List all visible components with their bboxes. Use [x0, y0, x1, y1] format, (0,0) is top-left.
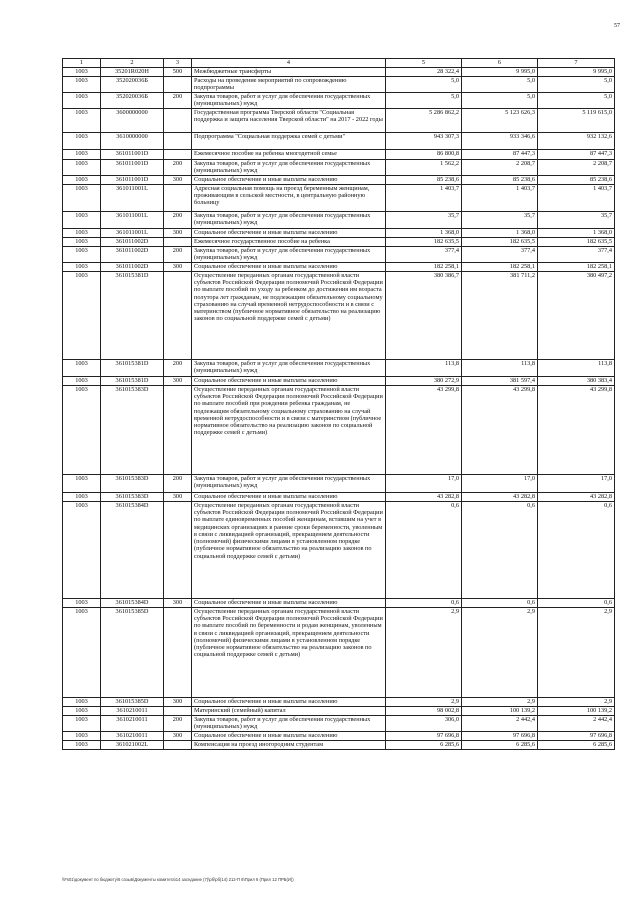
amount-2022-cell: 2 442,4: [538, 716, 615, 732]
amount-2021-cell: 2,9: [462, 608, 538, 698]
target-article-cell: 361011001L: [101, 185, 164, 212]
target-article-cell: 352020036Б: [101, 93, 164, 109]
description-cell: Социальное обеспечение и иные выплаты населению: [192, 599, 386, 608]
description-cell: Осуществление переданных органам государственной власти субъектов Российской Федерации полномочий Российской Федерации по выплате единовременных пособий женщинам, вставшим на учет в медицинских организациях в ранние сроки беременности, уволенным в связи с ликвидацией организаций, прекращением деятельности (полномочий) физическими лицами в установленном порядке (публичное нормативное обязательство на реализацию законов по социальной поддержке семей с детьми): [192, 502, 386, 599]
description-cell: Ежемесячное пособие на ребенка многодетной семье: [192, 150, 386, 160]
section-code-cell: 1003: [63, 176, 101, 185]
expense-type-cell: 300: [164, 732, 192, 741]
target-article-cell: 3610210011: [101, 732, 164, 741]
amount-2022-cell: 1 403,7: [538, 185, 615, 212]
amount-2021-cell: 97 696,8: [462, 732, 538, 741]
amount-2020-cell: 1 368,0: [386, 229, 462, 238]
table-row: [63, 247, 615, 263]
expense-type-cell: 300: [164, 377, 192, 386]
description-cell: Социальное обеспечение и иные выплаты населению: [192, 377, 386, 386]
table-row: [63, 77, 615, 93]
amount-2021-cell: 113,8: [462, 360, 538, 377]
table-row: [63, 707, 615, 716]
table-row: [63, 150, 615, 160]
target-article-cell: 361011001L: [101, 229, 164, 238]
description-cell: Социальное обеспечение и иные выплаты населению: [192, 176, 386, 185]
amount-2021-cell: 87 447,3: [462, 150, 538, 160]
amount-2020-cell: 182 258,1: [386, 263, 462, 272]
amount-2022-cell: 5,0: [538, 93, 615, 109]
description-cell: Осуществление переданных органам государственной власти субъектов Российской Федерации полномочий Российской Федерации по выплате пособий по беременности и родам женщинам, уволенным в связи с ликвидацией организаций, прекращением деятельности (полномочий) физическими лицами в установленном порядке (публичное нормативное обязательство на реализацию законов по социальной поддержке семей с детьми): [192, 608, 386, 698]
description-cell: Компенсация на проезд иногородним студентам: [192, 741, 386, 750]
header-cell: 1: [63, 59, 101, 68]
amount-2021-cell: 43 299,8: [462, 386, 538, 475]
budget-table: [62, 58, 615, 750]
amount-2021-cell: 182 635,5: [462, 238, 538, 247]
amount-2021-cell: 35,7: [462, 212, 538, 229]
amount-2021-cell: 2 208,7: [462, 160, 538, 176]
section-code-cell: 1003: [63, 716, 101, 732]
target-article-cell: 352020036Б: [101, 77, 164, 93]
amount-2022-cell: 182 635,5: [538, 238, 615, 247]
description-cell: Закупка товаров, работ и услуг для обеспечения государственных (муниципальных) нужд: [192, 212, 386, 229]
target-article-cell: 361015381D: [101, 272, 164, 360]
amount-2020-cell: 306,0: [386, 716, 462, 732]
section-code-cell: 1003: [63, 68, 101, 77]
section-code-cell: 1003: [63, 741, 101, 750]
amount-2020-cell: 97 696,8: [386, 732, 462, 741]
section-code-cell: 1003: [63, 212, 101, 229]
expense-type-cell: [164, 502, 192, 599]
table-row: [63, 475, 615, 493]
amount-2020-cell: 943 307,3: [386, 133, 462, 150]
amount-2020-cell: 2,9: [386, 608, 462, 698]
expense-type-cell: 300: [164, 176, 192, 185]
amount-2021-cell: 43 282,8: [462, 493, 538, 502]
expense-type-cell: [164, 238, 192, 247]
expense-type-cell: [164, 150, 192, 160]
expense-type-cell: 300: [164, 229, 192, 238]
amount-2021-cell: 0,6: [462, 502, 538, 599]
header-cell: 3: [164, 59, 192, 68]
amount-2022-cell: 2,9: [538, 608, 615, 698]
amount-2020-cell: 0,6: [386, 599, 462, 608]
expense-type-cell: 300: [164, 599, 192, 608]
description-cell: Закупка товаров, работ и услуг для обеспечения государственных (муниципальных) нужд: [192, 160, 386, 176]
amount-2022-cell: 85 238,6: [538, 176, 615, 185]
expense-type-cell: 200: [164, 360, 192, 377]
amount-2022-cell: 182 258,1: [538, 263, 615, 272]
target-article-cell: 361015385D: [101, 608, 164, 698]
amount-2021-cell: 933 346,6: [462, 133, 538, 150]
amount-2022-cell: 35,7: [538, 212, 615, 229]
expense-type-cell: 200: [164, 475, 192, 493]
expense-type-cell: 200: [164, 160, 192, 176]
description-cell: Государственная программа Тверской области "Социальная поддержка и защита населения Тверской области" на 2017 - 2022 годы: [192, 109, 386, 133]
table-row: [63, 176, 615, 185]
target-article-cell: 3610000000: [101, 133, 164, 150]
amount-2020-cell: 1 562,2: [386, 160, 462, 176]
target-article-cell: 361015384D: [101, 599, 164, 608]
description-cell: Расходы на проведение мероприятий по сопровождению подпрограммы: [192, 77, 386, 93]
header-cell: 4: [192, 59, 386, 68]
section-code-cell: 1003: [63, 150, 101, 160]
amount-2022-cell: 17,0: [538, 475, 615, 493]
table-row: [63, 229, 615, 238]
section-code-cell: 1003: [63, 698, 101, 707]
target-article-cell: 361015381D: [101, 360, 164, 377]
table-row: [63, 741, 615, 750]
section-code-cell: 1003: [63, 502, 101, 599]
amount-2022-cell: 5,0: [538, 77, 615, 93]
amount-2022-cell: 380 383,4: [538, 377, 615, 386]
section-code-cell: 1003: [63, 160, 101, 176]
table-row: [63, 272, 615, 360]
target-article-cell: 361015383D: [101, 493, 164, 502]
target-article-cell: 3610210011: [101, 716, 164, 732]
section-code-cell: 1003: [63, 377, 101, 386]
expense-type-cell: [164, 109, 192, 133]
expense-type-cell: [164, 741, 192, 750]
expense-type-cell: 500: [164, 68, 192, 77]
target-article-cell: 361015381D: [101, 377, 164, 386]
expense-type-cell: 200: [164, 716, 192, 732]
expense-type-cell: 200: [164, 212, 192, 229]
expense-type-cell: 300: [164, 493, 192, 502]
description-cell: Закупка товаров, работ и услуг для обеспечения государственных (муниципальных) нужд: [192, 93, 386, 109]
amount-2020-cell: 5,0: [386, 77, 462, 93]
amount-2020-cell: 35,7: [386, 212, 462, 229]
description-cell: Закупка товаров, работ и услуг для обеспечения государственных (муниципальных) нужд: [192, 360, 386, 377]
section-code-cell: 1003: [63, 599, 101, 608]
expense-type-cell: [164, 77, 192, 93]
page-number: 57: [614, 23, 620, 29]
amount-2022-cell: 97 696,8: [538, 732, 615, 741]
expense-type-cell: 300: [164, 263, 192, 272]
target-article-cell: 361011002D: [101, 247, 164, 263]
section-code-cell: 1003: [63, 608, 101, 698]
expense-type-cell: [164, 185, 192, 212]
amount-2021-cell: 2 442,4: [462, 716, 538, 732]
section-code-cell: 1003: [63, 272, 101, 360]
amount-2022-cell: 2,9: [538, 698, 615, 707]
amount-2020-cell: 1 403,7: [386, 185, 462, 212]
description-cell: Подпрограмма "Социальная поддержка семей с детьми": [192, 133, 386, 150]
section-code-cell: 1003: [63, 133, 101, 150]
table-row: [63, 599, 615, 608]
description-cell: Закупка товаров, работ и услуг для обеспечения государственных (муниципальных) нужд: [192, 716, 386, 732]
amount-2020-cell: 0,6: [386, 502, 462, 599]
section-code-cell: 1003: [63, 109, 101, 133]
amount-2022-cell: 377,4: [538, 247, 615, 263]
description-cell: Социальное обеспечение и иные выплаты населению: [192, 493, 386, 502]
table-row: [63, 360, 615, 377]
description-cell: Ежемесячное государственное пособие на ребенка: [192, 238, 386, 247]
table-row: [63, 698, 615, 707]
amount-2021-cell: 377,4: [462, 247, 538, 263]
amount-2020-cell: 6 285,6: [386, 741, 462, 750]
section-code-cell: 1003: [63, 238, 101, 247]
section-code-cell: 1003: [63, 493, 101, 502]
amount-2021-cell: 9 995,0: [462, 68, 538, 77]
amount-2021-cell: 85 238,6: [462, 176, 538, 185]
header-cell: 6: [462, 59, 538, 68]
amount-2022-cell: 1 368,0: [538, 229, 615, 238]
table-row: [63, 133, 615, 150]
target-article-cell: 3610210011: [101, 707, 164, 716]
amount-2021-cell: 0,6: [462, 599, 538, 608]
description-cell: Социальное обеспечение и иные выплаты населению: [192, 698, 386, 707]
section-code-cell: 1003: [63, 386, 101, 475]
description-cell: Социальное обеспечение и иные выплаты населению: [192, 229, 386, 238]
target-article-cell: 361015385D: [101, 698, 164, 707]
header-cell: 2: [101, 59, 164, 68]
table-row: [63, 160, 615, 176]
table-row: [63, 608, 615, 698]
amount-2020-cell: 85 238,6: [386, 176, 462, 185]
section-code-cell: 1003: [63, 247, 101, 263]
amount-2022-cell: 87 447,3: [538, 150, 615, 160]
expense-type-cell: [164, 272, 192, 360]
amount-2022-cell: 0,6: [538, 502, 615, 599]
amount-2022-cell: 9 995,0: [538, 68, 615, 77]
target-article-cell: 361011001D: [101, 176, 164, 185]
section-code-cell: 1003: [63, 185, 101, 212]
amount-2021-cell: 6 285,6: [462, 741, 538, 750]
target-article-cell: 361011001L: [101, 212, 164, 229]
amount-2020-cell: 43 299,8: [386, 386, 462, 475]
amount-2020-cell: 43 282,8: [386, 493, 462, 502]
amount-2022-cell: 6 285,6: [538, 741, 615, 750]
target-article-cell: 361021002L: [101, 741, 164, 750]
section-code-cell: 1003: [63, 77, 101, 93]
file-path-footer: \\Fs01\документ по бюджету\6 созыв\Документы комитета\14 заседание (7)\рб\рб(14) 212-П 6\Прил 6 (Прил 12 ПРБ(И)): [62, 877, 294, 882]
target-article-cell: 361015383D: [101, 475, 164, 493]
table-row: [63, 502, 615, 599]
description-cell: Адресная социальная помощь на проезд беременным женщинам, проживающим в сельской местности, в центральную районную больницу: [192, 185, 386, 212]
table-row: [63, 732, 615, 741]
table-row: [63, 109, 615, 133]
table-row: [63, 238, 615, 247]
amount-2021-cell: 2,9: [462, 698, 538, 707]
target-article-cell: 35201R020H: [101, 68, 164, 77]
amount-2021-cell: 5,0: [462, 93, 538, 109]
amount-2020-cell: 380 386,7: [386, 272, 462, 360]
amount-2021-cell: 182 258,1: [462, 263, 538, 272]
table-row: [63, 68, 615, 77]
amount-2020-cell: 5 286 862,2: [386, 109, 462, 133]
amount-2020-cell: 98 002,8: [386, 707, 462, 716]
amount-2022-cell: 2 208,7: [538, 160, 615, 176]
table-row: [63, 386, 615, 475]
table-row: [63, 716, 615, 732]
expense-type-cell: [164, 386, 192, 475]
table-row: [63, 377, 615, 386]
amount-2020-cell: 2,9: [386, 698, 462, 707]
target-article-cell: 361011002D: [101, 263, 164, 272]
table-row: [63, 493, 615, 502]
amount-2020-cell: 380 272,9: [386, 377, 462, 386]
header-cell: 7: [538, 59, 615, 68]
amount-2021-cell: 100 139,2: [462, 707, 538, 716]
description-cell: Социальное обеспечение и иные выплаты населению: [192, 732, 386, 741]
section-code-cell: 1003: [63, 229, 101, 238]
amount-2020-cell: 5,0: [386, 93, 462, 109]
description-cell: Закупка товаров, работ и услуг для обеспечения государственных (муниципальных) нужд: [192, 247, 386, 263]
amount-2022-cell: 43 299,8: [538, 386, 615, 475]
description-cell: Материнский (семейный) капитал: [192, 707, 386, 716]
expense-type-cell: [164, 133, 192, 150]
amount-2021-cell: 5,0: [462, 77, 538, 93]
expense-type-cell: [164, 707, 192, 716]
amount-2022-cell: 100 139,2: [538, 707, 615, 716]
amount-2021-cell: 1 368,0: [462, 229, 538, 238]
amount-2020-cell: 377,4: [386, 247, 462, 263]
target-article-cell: 361015383D: [101, 386, 164, 475]
amount-2022-cell: 5 119 615,0: [538, 109, 615, 133]
amount-2022-cell: 0,6: [538, 599, 615, 608]
table-row: [63, 263, 615, 272]
table-row: [63, 93, 615, 109]
amount-2022-cell: 380 497,2: [538, 272, 615, 360]
header-row: [63, 59, 615, 68]
description-cell: Межбюджетные трансферты: [192, 68, 386, 77]
section-code-cell: 1003: [63, 360, 101, 377]
target-article-cell: 361011002D: [101, 238, 164, 247]
expense-type-cell: 200: [164, 247, 192, 263]
amount-2021-cell: 381 597,4: [462, 377, 538, 386]
amount-2022-cell: 932 132,6: [538, 133, 615, 150]
amount-2021-cell: 381 711,2: [462, 272, 538, 360]
amount-2021-cell: 5 123 626,3: [462, 109, 538, 133]
amount-2022-cell: 43 282,8: [538, 493, 615, 502]
target-article-cell: 361011001D: [101, 150, 164, 160]
amount-2020-cell: 86 800,8: [386, 150, 462, 160]
header-cell: 5: [386, 59, 462, 68]
section-code-cell: 1003: [63, 93, 101, 109]
table-body: [63, 59, 615, 750]
expense-type-cell: [164, 608, 192, 698]
amount-2020-cell: 113,8: [386, 360, 462, 377]
description-cell: Социальное обеспечение и иные выплаты населению: [192, 263, 386, 272]
expense-type-cell: 300: [164, 698, 192, 707]
description-cell: Закупка товаров, работ и услуг для обеспечения государственных (муниципальных) нужд: [192, 475, 386, 493]
amount-2020-cell: 17,0: [386, 475, 462, 493]
section-code-cell: 1003: [63, 263, 101, 272]
amount-2021-cell: 1 403,7: [462, 185, 538, 212]
expense-type-cell: 200: [164, 93, 192, 109]
table-row: [63, 212, 615, 229]
amount-2020-cell: 28 322,4: [386, 68, 462, 77]
amount-2021-cell: 17,0: [462, 475, 538, 493]
target-article-cell: 3600000000: [101, 109, 164, 133]
section-code-cell: 1003: [63, 707, 101, 716]
amount-2020-cell: 182 635,5: [386, 238, 462, 247]
description-cell: Осуществление переданных органам государственной власти субъектов Российской Федерации полномочий Российской Федерации по выплате пособий по уходу за ребенком до достижения им возраста полутора лет гражданам, не подлежащим обязательному социальному страхованию на случай временной нетрудоспособности и в связи с материнством (публичное нормативное обязательство на реализацию законов по социальной поддержке семей с детьми): [192, 272, 386, 360]
amount-2022-cell: 113,8: [538, 360, 615, 377]
table-row: [63, 185, 615, 212]
target-article-cell: 361015384D: [101, 502, 164, 599]
section-code-cell: 1003: [63, 732, 101, 741]
description-cell: Осуществление переданных органам государственной власти субъектов Российской Федерации полномочий Российской Федерации по выплате пособий при рождении ребенка гражданам, не подлежащим обязательному социальному страхованию на случай временной нетрудоспособности и в связи с материнством (публичное нормативное обязательство на реализацию законов по социальной поддержке семей с детьми): [192, 386, 386, 475]
target-article-cell: 361011001D: [101, 160, 164, 176]
section-code-cell: 1003: [63, 475, 101, 493]
